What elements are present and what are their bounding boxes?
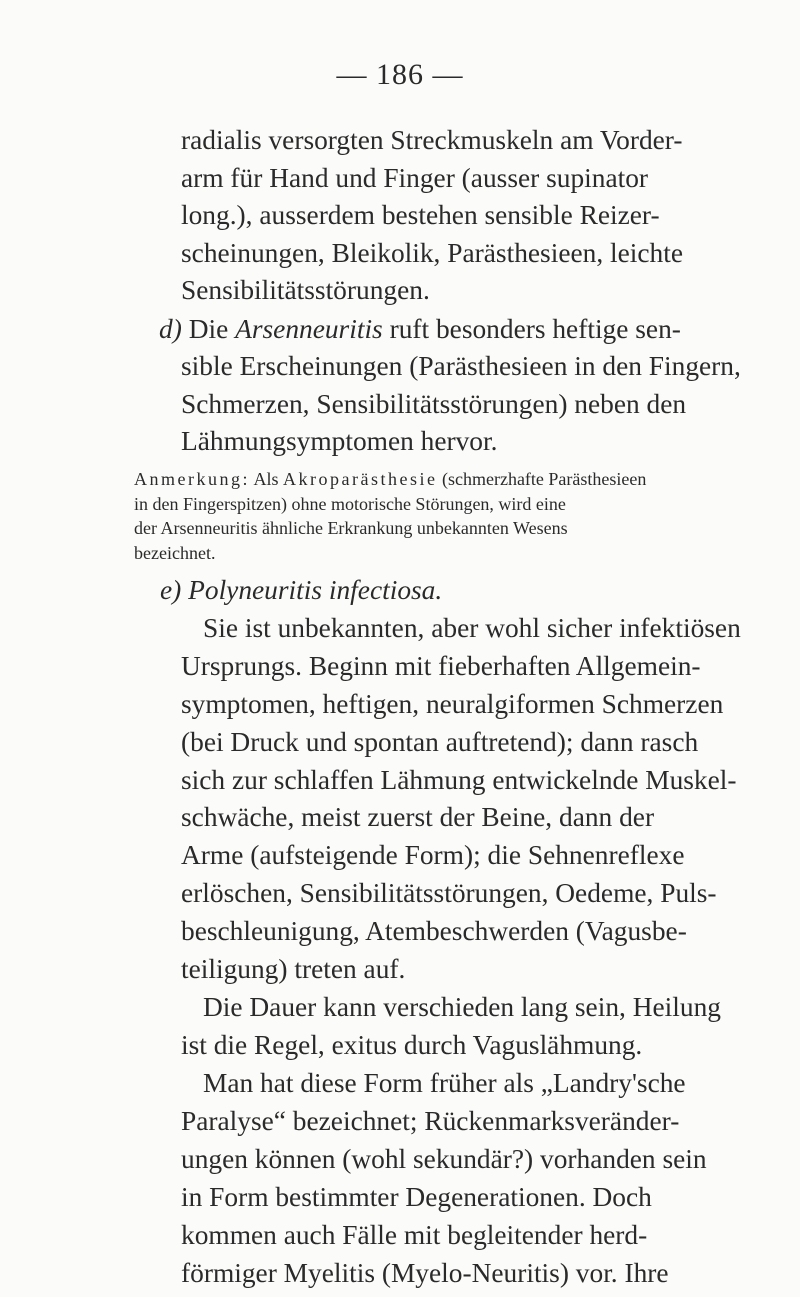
note-line: in den Fingerspitzen) ohne motorische Störungen, wird eine (134, 494, 566, 514)
text-line: schwäche, meist zuerst der Beine, dann der (181, 802, 655, 832)
text-line: beschleunigung, Atembeschwerden (Vagusbe- (181, 916, 687, 946)
note-line: der Arsenneuritis ähnliche Erkrankung unbekannten Wesens (134, 518, 568, 538)
text-line: ungen können (wohl sekundär?) vorhanden sein (181, 1144, 707, 1174)
text-line: teiligung) treten auf. (181, 954, 406, 984)
text-line: Schmerzen, Sensibilitätsstörungen) neben den (181, 389, 687, 419)
text-line: radialis versorgten Streckmuskeln am Vorder- (181, 125, 683, 155)
text-line: erlöschen, Sensibilitätsstörungen, Oedeme, Puls- (181, 878, 717, 908)
text-line: Paralyse“ bezeichnet; Rückenmarksveränder- (181, 1106, 680, 1136)
text-line: Arme (aufsteigende Form); die Sehnenreflexe (181, 840, 685, 870)
text-line: long.), ausserdem bestehen sensible Reizer- (181, 200, 660, 230)
text-line: in Form bestimmter Degenerationen. Doch (181, 1182, 652, 1212)
text-line: Sensibilitätsstörungen. (181, 275, 430, 305)
text-line: förmiger Myelitis (Myelo-Neuritis) vor. Ihre (181, 1258, 669, 1288)
note-label: Anmerkung: (134, 469, 250, 489)
text-line: sible Erscheinungen (Parästhesieen in den Fingern, (181, 351, 741, 381)
section-label: d) (159, 314, 182, 344)
text-line: Man hat diese Form früher als „Landry'sche (203, 1068, 686, 1098)
text-line: sich zur schlaffen Lähmung entwickelnde Muskel- (181, 765, 737, 795)
text-line: symptomen, heftigen, neuralgiformen Schmerzen (181, 689, 724, 719)
note-heading: Anmerkung: Als Akroparästhesie (schmerzhafte Parästhesieen (134, 469, 647, 489)
section-title: Polyneuritis infectiosa. (188, 575, 443, 605)
section-heading-d: d) Die Arsenneuritis ruft besonders heftige sen- (159, 314, 681, 344)
text-line: kommen auch Fälle mit begleitender herd- (181, 1220, 648, 1250)
section-label: e) (160, 575, 182, 605)
text-line: Ursprungs. Beginn mit fieberhaften Allgemein- (181, 651, 701, 681)
text-line: scheinungen, Bleikolik, Parästhesieen, leichte (181, 238, 684, 268)
note-line: bezeichnet. (134, 543, 216, 563)
text-line: arm für Hand und Finger (ausser supinator (181, 163, 649, 193)
page-number: — 186 — (336, 58, 464, 91)
text-line: Die Dauer kann verschieden lang sein, Heilung (203, 992, 721, 1022)
text-line: Lähmungsymptomen hervor. (181, 426, 498, 456)
text-line: ist die Regel, exitus durch Vaguslähmung. (181, 1030, 643, 1060)
section-heading-e (160, 575, 442, 606)
note-term: Akroparästhesie (283, 469, 438, 489)
text-line: Sie ist unbekannten, aber wohl sicher infektiösen (203, 613, 741, 643)
section-term: Arsenneuritis (235, 314, 383, 344)
text-line: (bei Druck und spontan auftretend); dann rasch (181, 727, 699, 757)
